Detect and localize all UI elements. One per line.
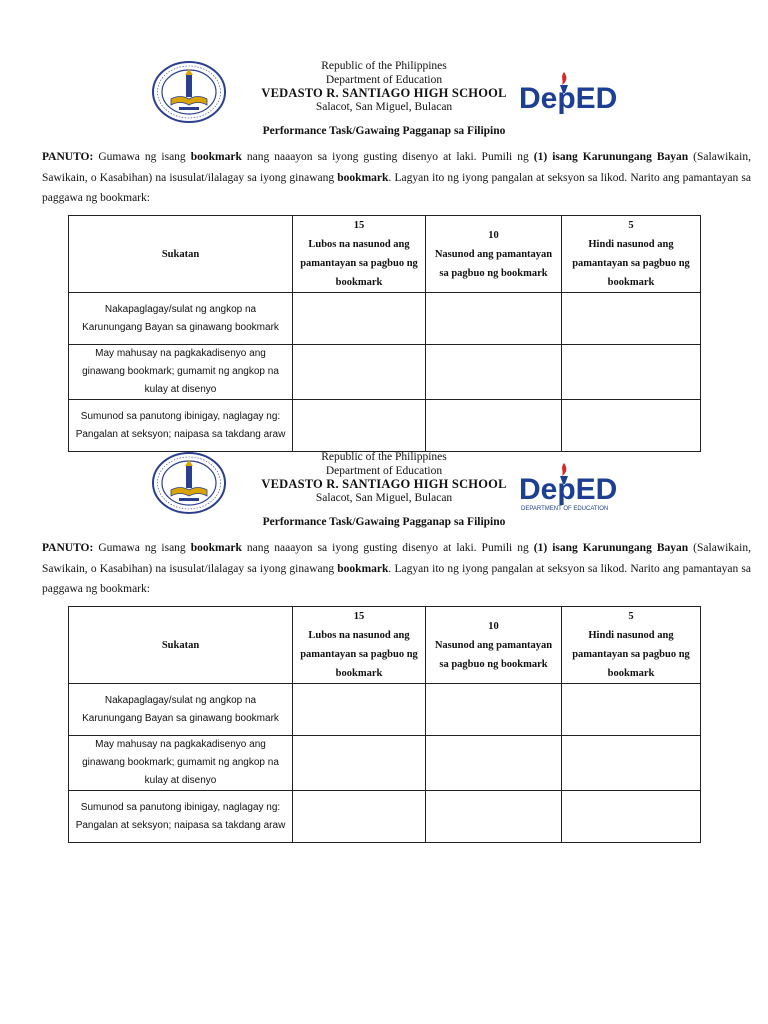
score-cell[interactable] <box>426 684 562 736</box>
score-cell[interactable] <box>293 736 426 791</box>
score-cell[interactable] <box>293 791 426 843</box>
republic-line: Republic of the Philippines <box>321 451 447 463</box>
criterion-cell: Nakapaglagay/sulat ng angkop na Karunungang Bayan sa ginawang bookmark <box>69 684 293 736</box>
criterion-cell: May mahusay na pagkakadisenyo ang ginawang bookmark; gumamit ng angkop na kulay at disenyo <box>69 345 293 400</box>
criterion-cell: Sumunod sa panutong ibinigay, naglagay ng: Pangalan at seksyon; naipasa sa takdang araw <box>69 400 293 452</box>
score-cell[interactable] <box>426 293 562 345</box>
level-15-header: 15 Lubos na nasunod ang pamantayan sa pagbuo ng bookmark <box>293 216 426 293</box>
score-cell[interactable] <box>562 736 701 791</box>
rubric-header-row <box>69 216 701 293</box>
level-5-header: 5 Hindi nasunod ang pamantayan sa pagbuo ng bookmark <box>562 216 701 293</box>
instructions: PANUTO: Gumawa ng isang bookmark nang naaayon sa iyong gusting disenyo at laki. Pumili ng (1) isang Karunungang Bayan (Salawikain, Sawikain, o Kasabihan) na isusulat/ilalagay sa iyong ginawang bookmark. Lagyan ito ng iyong pangalan at seksyon sa likod. Narito ang pamantayan sa paggawa ng bookmark: <box>42 542 751 595</box>
score-cell[interactable] <box>293 400 426 452</box>
instructions: PANUTO: Gumawa ng isang bookmark nang naaayon sa iyong gusting disenyo at laki. Pumili ng (1) isang Karunungang Bayan (Salawikain, Sawikain, o Kasabihan) na isusulat/ilalagay sa iyong ginawang bookmark. Lagyan ito ng iyong pangalan at seksyon sa likod. Narito ang pamantayan sa paggawa ng bookmark: <box>42 151 751 204</box>
table-row <box>69 293 701 345</box>
task-title: Performance Task/Gawaing Pagganap sa Filipino <box>262 125 506 137</box>
criteria-header: Sukatan <box>69 607 293 684</box>
letterhead <box>0 60 768 130</box>
table-row <box>69 345 701 400</box>
letterhead <box>0 451 768 521</box>
deped-logo-icon <box>517 459 623 515</box>
score-cell[interactable] <box>426 791 562 843</box>
form-section-1 <box>0 60 768 450</box>
level-15-header: 15 Lubos na nasunod ang pamantayan sa pagbuo ng bookmark <box>293 607 426 684</box>
department-line: Department of Education <box>325 73 443 86</box>
score-cell[interactable] <box>562 345 701 400</box>
deped-logo-text: DepED <box>519 473 618 506</box>
deped-logo-text: DepED <box>519 82 618 115</box>
rubric-table <box>68 606 701 843</box>
score-cell[interactable] <box>562 400 701 452</box>
score-cell[interactable] <box>562 293 701 345</box>
criterion-cell: May mahusay na pagkakadisenyo ang ginawang bookmark; gumamit ng angkop na kulay at disenyo <box>69 736 293 791</box>
score-cell[interactable] <box>293 345 426 400</box>
score-cell[interactable] <box>562 791 701 843</box>
level-10-header: 10 Nasunod ang pamantayan sa pagbuo ng bookmark <box>426 607 562 684</box>
school-name: VEDASTO R. SANTIAGO HIGH SCHOOL <box>261 477 507 491</box>
level-10-header: 10 Nasunod ang pamantayan sa pagbuo ng bookmark <box>426 216 562 293</box>
table-row <box>69 400 701 452</box>
score-cell[interactable] <box>562 684 701 736</box>
table-row <box>69 736 701 791</box>
republic-line: Republic of the Philippines <box>321 60 447 72</box>
task-title: Performance Task/Gawaing Pagganap sa Filipino <box>262 516 506 528</box>
instructions-label: PANUTO: <box>42 542 94 554</box>
criterion-cell: Sumunod sa panutong ibinigay, naglagay ng: Pangalan at seksyon; naipasa sa takdang araw <box>69 791 293 843</box>
school-address: Salacot, San Miguel, Bulacan <box>315 491 453 504</box>
rubric-table <box>68 215 701 452</box>
school-name: VEDASTO R. SANTIAGO HIGH SCHOOL <box>261 86 507 100</box>
form-section-2 <box>0 451 768 841</box>
score-cell[interactable] <box>426 345 562 400</box>
criterion-cell: Nakapaglagay/sulat ng angkop na Karunungang Bayan sa ginawang bookmark <box>69 293 293 345</box>
table-row <box>69 791 701 843</box>
department-line: Department of Education <box>325 464 443 477</box>
table-row <box>69 684 701 736</box>
rubric-header-row <box>69 607 701 684</box>
deped-logo-subtext: DEPARTMENT OF EDUCATION <box>521 506 609 512</box>
score-cell[interactable] <box>426 400 562 452</box>
instructions-label: PANUTO: <box>42 151 94 163</box>
deped-logo-icon <box>517 68 623 124</box>
school-address: Salacot, San Miguel, Bulacan <box>315 100 453 113</box>
level-5-header: 5 Hindi nasunod ang pamantayan sa pagbuo ng bookmark <box>562 607 701 684</box>
score-cell[interactable] <box>293 293 426 345</box>
criteria-header: Sukatan <box>69 216 293 293</box>
score-cell[interactable] <box>293 684 426 736</box>
score-cell[interactable] <box>426 736 562 791</box>
